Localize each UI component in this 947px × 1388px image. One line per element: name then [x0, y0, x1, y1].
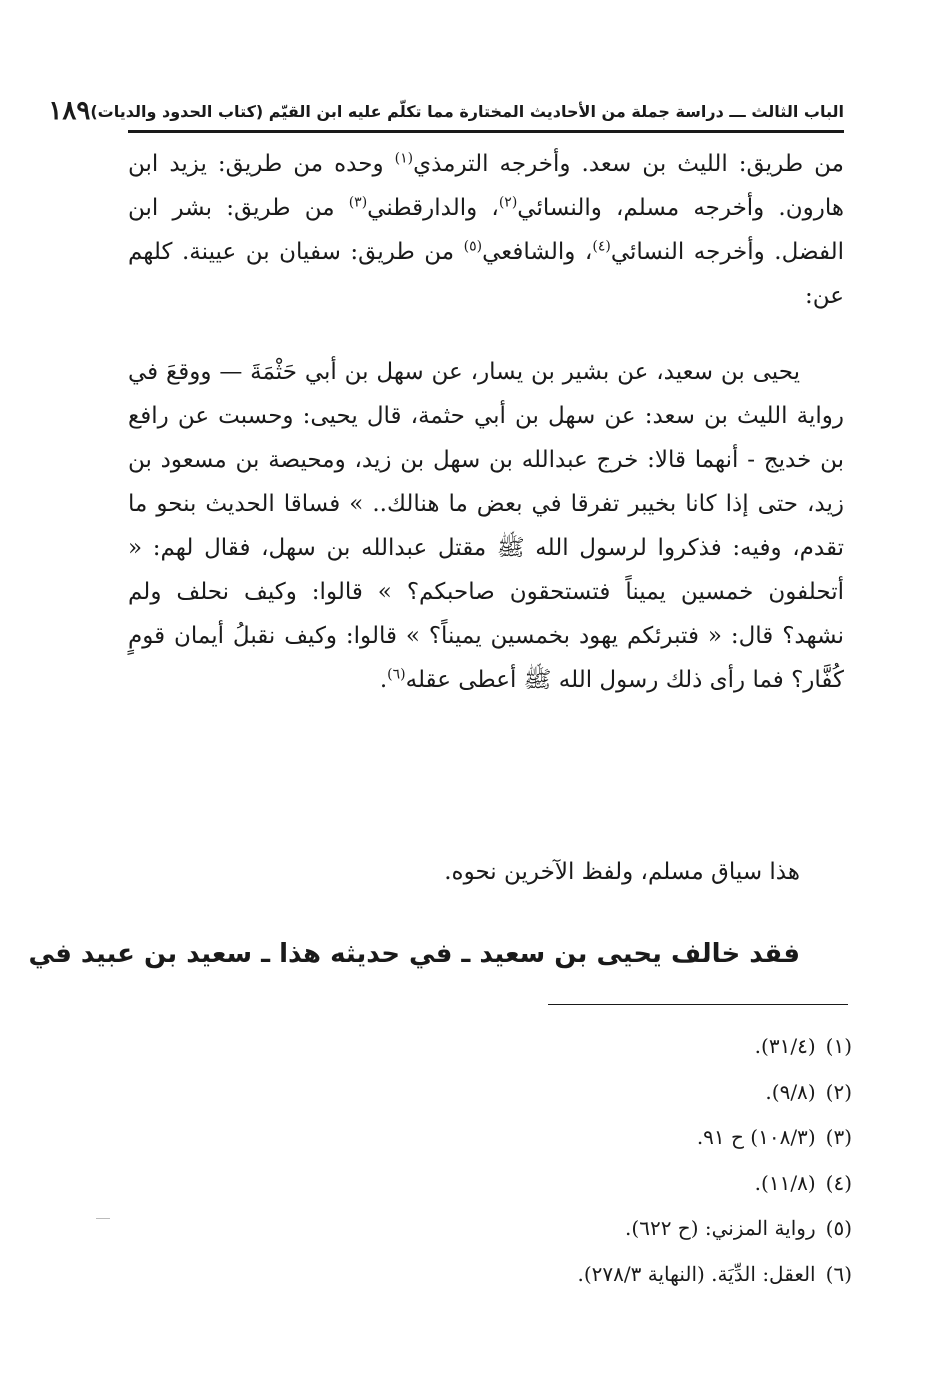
- footnote-text: العقل: الدِّيَة. (النهاية ٢٧٨/٣).: [577, 1261, 816, 1286]
- scan-mark: [96, 1218, 110, 1219]
- para1-text-2: وحده من طريق: يزيد ابن هارون. وأخرجه مسلم، والنسائي: [128, 151, 844, 221]
- footnote-number: (٤): [825, 1170, 852, 1195]
- footnote-ref-3: (٣): [348, 194, 368, 211]
- footnote-text: (٣١/٤).: [754, 1034, 816, 1058]
- footnote-ref-6: (٦): [387, 666, 406, 683]
- paragraph-hadith: [128, 350, 844, 702]
- para1-text-6: من طريق: سفيان بن عيينة. كلهم عن:: [128, 239, 844, 309]
- footnotes-list: [400, 1024, 852, 1297]
- footnote-text: رواية المزني: (ح ٦٢٢).: [625, 1216, 816, 1240]
- footnote-item: [400, 1161, 852, 1207]
- footnote-ref-4: (٤): [592, 238, 611, 255]
- footnote-item: [400, 1070, 852, 1116]
- footnote-item: [400, 1252, 852, 1298]
- bold-statement: فقد خالف يحيى بن سعيد ـ في حديثه هذا ـ سعيد بن عبيد في: [28, 939, 800, 969]
- footnote-item: [400, 1115, 852, 1161]
- footnote-number: (٢): [825, 1079, 852, 1104]
- footnote-text: (١٠٨/٣) ح ٩١.: [696, 1125, 816, 1149]
- footnote-text: (٩/٨).: [765, 1079, 816, 1104]
- para1-text-3: ، والدارقطني: [367, 195, 499, 221]
- footnote-number: (٦): [825, 1261, 852, 1286]
- paragraph-sources: [128, 142, 844, 318]
- footnote-ref-5: (٥): [463, 238, 483, 255]
- running-title: الباب الثالث ـــ دراسة جملة من الأحاديث المختارة مما تكلّم عليه ابن القيّم (كتاب الحدود والديات): [90, 101, 844, 121]
- footnote-item: [400, 1024, 852, 1070]
- hadith-text: يحيى بن سعيد، عن بشير بن يسار، عن سهل بن أبي حَثْمَةَ — ووقعَ في رواية الليث بن سعد: عن سهل بن أبي حثمة، قال يحيى: وحسبت عن رافع بن خديج - أنهما قالا: خرج عبدالله بن سهل بن زيد، ومحيصة بن مسعود بن زيد، حتى إذا كانا بخيبر تفرقا في بعض ما هنالك.. » فساقا الحديث بنحو ما تقدم، وفيه: فذكروا لرسول الله ﷺ مقتل عبدالله بن سهل، فقال لهم: « أتحلفون خمسين يميناً فتستحقون صاحبكم؟ » قالوا: وكيف نحلف ولم نشهد؟ قال: « فتبرئكم يهود بخمسين يميناً؟ » قالوا: وكيف نقبلُ أيمان قومٍ كُفَّار؟ فما رأى ذلك رسول الله ﷺ أعطى عقله: [128, 359, 844, 693]
- para1-text-1: من طريق: الليث بن سعد. وأخرجه الترمذي: [413, 151, 844, 177]
- footnote-separator: [548, 1004, 848, 1005]
- footnote-item: [400, 1206, 852, 1252]
- para1-text-4: من طريق: بشر ابن الفضل. وأخرجه النسائي: [128, 195, 844, 265]
- footnote-number: (٥): [825, 1216, 852, 1240]
- footnote-ref-1: (١): [394, 150, 414, 167]
- hadith-text-end: .: [379, 667, 388, 693]
- footnote-number: (١): [825, 1034, 852, 1058]
- page-number: ١٨٩: [48, 96, 91, 126]
- running-header: [48, 92, 844, 133]
- footnote-text: (١١/٨).: [754, 1170, 816, 1195]
- summary-line: هذا سياق مسلم، ولفظ الآخرين نحوه.: [444, 859, 800, 885]
- footnote-ref-2: (٢): [498, 194, 518, 211]
- para1-text-5: ، والشافعي: [482, 239, 593, 265]
- footnote-number: (٣): [825, 1125, 852, 1149]
